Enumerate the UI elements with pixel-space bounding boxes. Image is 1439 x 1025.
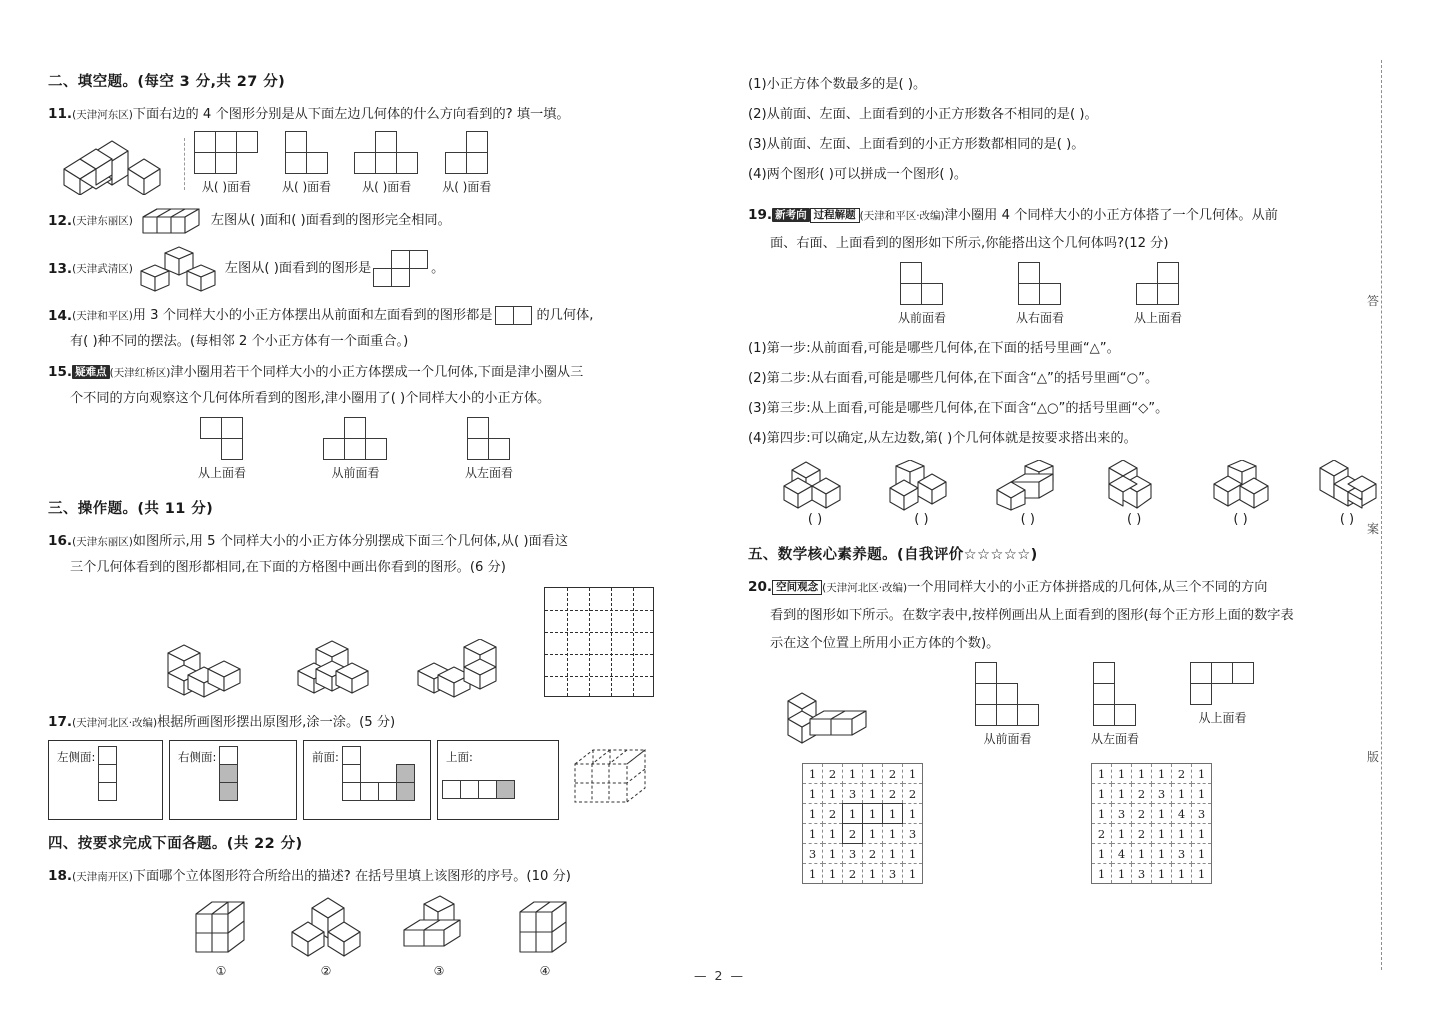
q18-figure-2 bbox=[288, 894, 364, 978]
question-11-body: 下面右边的 4 个图形分别是从下面左边几何体的什么方向看到的? 填一填。 bbox=[132, 107, 570, 122]
q20-view-figures bbox=[976, 663, 1254, 747]
question-12-number: 12. bbox=[48, 213, 73, 229]
table-cell[interactable]: 1 bbox=[1092, 844, 1112, 864]
table-cell[interactable]: 2 bbox=[863, 844, 883, 864]
table-cell[interactable]: 2 bbox=[1092, 824, 1112, 844]
table-cell[interactable]: 1 bbox=[1152, 844, 1172, 864]
question-20-tables bbox=[802, 763, 1388, 884]
q19-choice-1 bbox=[778, 460, 852, 527]
q19-paren-3[interactable]: ( ) bbox=[1020, 512, 1035, 527]
table-cell[interactable]: 1 bbox=[803, 784, 823, 804]
question-19-source: (天津和平区·改编) bbox=[859, 210, 945, 222]
question-14-number: 14. bbox=[48, 308, 73, 324]
q17-box-left[interactable] bbox=[48, 740, 163, 820]
table-cell[interactable]: 2 bbox=[1132, 824, 1152, 844]
question-19-body-a: 津小圈用 4 个同样大小的小正方体搭了一个几何体。从前 bbox=[944, 208, 1278, 223]
question-18-sub-4[interactable]: (4)两个图形( )可以拼成一个图形( )。 bbox=[748, 167, 968, 182]
q19-shape-right bbox=[1019, 263, 1061, 305]
table-cell[interactable]: 2 bbox=[1172, 764, 1192, 784]
question-20-number: 20. bbox=[748, 579, 773, 595]
q15-figure-front bbox=[324, 418, 387, 481]
q18-label-3: ③ bbox=[433, 964, 445, 978]
q20-label-front: 从前面看 bbox=[983, 732, 1032, 746]
q15-label-front: 从前面看 bbox=[331, 466, 380, 480]
question-11-figures bbox=[56, 132, 688, 195]
question-15 bbox=[48, 359, 688, 386]
question-18-figures bbox=[188, 894, 688, 978]
q15-shape-left bbox=[468, 418, 510, 460]
table-cell[interactable]: 3 bbox=[843, 784, 863, 804]
question-19-step-1[interactable]: (1)第一步:从前面看,可能是哪些几何体,在下面的括号里画“△”。 bbox=[748, 341, 1120, 356]
question-17 bbox=[48, 709, 688, 736]
q20-iso-icon bbox=[778, 687, 898, 747]
table-cell[interactable]: 1 bbox=[883, 804, 903, 824]
question-19-number: 19. bbox=[748, 207, 773, 223]
q20-label-left: 从左面看 bbox=[1091, 732, 1140, 746]
question-18-sub-1[interactable]: (1)小正方体个数最多的是( )。 bbox=[748, 77, 927, 92]
q17-label-top: 上面: bbox=[446, 750, 473, 764]
table-cell[interactable]: 1 bbox=[1092, 864, 1112, 884]
table-cell[interactable]: 1 bbox=[1092, 784, 1112, 804]
q16-iso-1-icon bbox=[158, 639, 270, 699]
q19-paren-2[interactable]: ( ) bbox=[914, 512, 929, 527]
table-cell[interactable]: 2 bbox=[883, 784, 903, 804]
table-row bbox=[1092, 764, 1212, 784]
q16-iso-3-icon bbox=[412, 639, 518, 699]
table-row bbox=[1092, 824, 1212, 844]
q17-shape-front bbox=[343, 747, 415, 801]
q20-shape-top bbox=[1191, 663, 1254, 705]
table-row bbox=[803, 864, 923, 884]
table-cell[interactable]: 1 bbox=[883, 824, 903, 844]
q11-solid bbox=[56, 133, 174, 195]
q19-choice-2 bbox=[884, 460, 958, 527]
iso-solid-icon bbox=[56, 133, 174, 195]
q17-label-left: 左侧面: bbox=[57, 750, 96, 764]
question-20-source: (天津河北区·改编) bbox=[822, 582, 908, 594]
q18-iso-3-icon bbox=[398, 894, 480, 960]
table-cell[interactable]: 1 bbox=[1112, 864, 1132, 884]
question-19-body-b: 面、右面、上面看到的图形如下所示,你能搭出这个几何体吗?(12 分) bbox=[770, 236, 1169, 251]
table-cell[interactable]: 1 bbox=[1112, 764, 1132, 784]
question-19-tag-new: 新考向 bbox=[772, 208, 810, 222]
table-cell[interactable]: 2 bbox=[1132, 804, 1152, 824]
table-cell[interactable]: 1 bbox=[1092, 764, 1112, 784]
question-18-sub-2[interactable]: (2)从前面、左面、上面看到的小正方形数各不相同的是( )。 bbox=[748, 107, 1098, 122]
table-cell[interactable]: 1 bbox=[1112, 824, 1132, 844]
q17-shape-top bbox=[443, 781, 515, 799]
q20-number-table-answer[interactable] bbox=[1091, 763, 1212, 884]
q11-figure-4 bbox=[442, 132, 491, 195]
table-cell[interactable]: 1 bbox=[1152, 804, 1172, 824]
table-cell[interactable]: 1 bbox=[1132, 764, 1152, 784]
section-2-heading: 二、填空题。(每空 3 分,共 27 分) bbox=[48, 74, 286, 90]
q15-figure-left bbox=[465, 418, 513, 481]
table-cell[interactable]: 2 bbox=[843, 824, 863, 844]
table-cell[interactable]: 1 bbox=[1192, 844, 1212, 864]
q17-shape-left bbox=[99, 747, 117, 801]
table-cell[interactable]: 1 bbox=[1172, 784, 1192, 804]
q19-iso-6-icon bbox=[1310, 460, 1384, 512]
question-15-figures bbox=[198, 418, 688, 481]
table-cell[interactable]: 3 bbox=[1112, 804, 1132, 824]
q15-shape-front bbox=[324, 418, 387, 460]
question-18 bbox=[48, 863, 688, 890]
table-cell[interactable]: 4 bbox=[1172, 804, 1192, 824]
q19-view-right bbox=[1016, 263, 1064, 326]
question-20-tag: 空间观念 bbox=[772, 580, 822, 595]
table-cell[interactable]: 2 bbox=[823, 764, 843, 784]
q17-box-top[interactable] bbox=[437, 740, 559, 820]
q11-figure-1 bbox=[195, 132, 258, 195]
question-20-body-b: 看到的图形如下所示。在数字表中,按样例画出从上面看到的图形(每个正方形上面的数字表 bbox=[770, 608, 1294, 623]
table-cell[interactable]: 3 bbox=[803, 844, 823, 864]
question-13-end: 。 bbox=[431, 261, 445, 276]
question-15-tag: 疑难点 bbox=[72, 365, 110, 379]
table-cell[interactable]: 2 bbox=[903, 784, 923, 804]
table-row bbox=[1092, 864, 1212, 884]
q15-figure-top bbox=[198, 418, 246, 481]
section-4-heading: 四、按要求完成下面各题。(共 22 分) bbox=[48, 836, 303, 852]
q11-divider bbox=[184, 138, 185, 190]
q11-shape-3 bbox=[355, 132, 418, 174]
table-cell[interactable]: 1 bbox=[903, 764, 923, 784]
question-12 bbox=[48, 203, 688, 239]
table-cell[interactable]: 1 bbox=[843, 764, 863, 784]
question-17-boxes bbox=[48, 740, 688, 820]
q13-solid-icon bbox=[135, 245, 223, 293]
question-18-body: 下面哪个立体图形符合所给出的描述? 在括号里填上该图形的序号。(10 分) bbox=[132, 869, 571, 884]
table-row bbox=[803, 784, 923, 804]
table-cell[interactable]: 1 bbox=[903, 804, 923, 824]
q20-view-front bbox=[976, 663, 1039, 747]
q20-solid bbox=[778, 687, 898, 747]
table-row bbox=[803, 824, 923, 844]
table-cell[interactable]: 1 bbox=[1092, 804, 1112, 824]
q19-paren-4[interactable]: ( ) bbox=[1127, 512, 1142, 527]
table-row bbox=[1092, 844, 1212, 864]
table-cell[interactable]: 1 bbox=[863, 764, 883, 784]
q18-figure-1 bbox=[188, 894, 254, 978]
q11-shape-2 bbox=[286, 132, 328, 174]
q19-paren-6[interactable]: ( ) bbox=[1339, 512, 1355, 527]
q16-solid-2 bbox=[288, 639, 394, 699]
q17-label-right: 右侧面: bbox=[178, 750, 217, 764]
question-14-body-a: 用 3 个同样大小的小正方体摆出从前面和左面看到的图形都是 bbox=[132, 308, 493, 323]
q19-label-top: 从上面看 bbox=[1134, 311, 1183, 325]
q19-iso-3-icon bbox=[991, 460, 1065, 512]
q17-box-front[interactable] bbox=[303, 740, 431, 820]
question-13-source: (天津武清区) bbox=[72, 263, 133, 275]
q16-solid-3 bbox=[412, 639, 518, 699]
table-cell[interactable]: 3 bbox=[903, 824, 923, 844]
q19-shape-front bbox=[901, 263, 943, 305]
table-cell[interactable]: 3 bbox=[1132, 864, 1152, 884]
question-14-body-b: 的几何体, bbox=[536, 308, 594, 323]
table-cell[interactable]: 1 bbox=[908, 866, 917, 881]
table-cell[interactable]: 2 bbox=[883, 764, 903, 784]
q19-choice-6 bbox=[1310, 460, 1384, 527]
table-cell[interactable]: 1 bbox=[1172, 824, 1192, 844]
q20-view-top bbox=[1191, 663, 1254, 747]
question-15-source: (天津红桥区) bbox=[109, 367, 171, 379]
question-11-source: (天津河东区) bbox=[72, 109, 133, 121]
table-row bbox=[803, 764, 923, 784]
q20-shape-left bbox=[1094, 663, 1136, 726]
q11-answer-1[interactable]: 从( )面看 bbox=[201, 180, 252, 194]
q11-figure-3 bbox=[355, 132, 418, 195]
q18-figure-4 bbox=[514, 894, 576, 978]
q15-label-left: 从左面看 bbox=[465, 466, 514, 480]
q19-iso-2-icon bbox=[884, 460, 958, 512]
question-15-number: 15. bbox=[48, 364, 73, 380]
q19-choice-4 bbox=[1097, 460, 1171, 527]
question-13-body: 左图从( )面看到的图形是 bbox=[224, 261, 372, 276]
table-cell[interactable]: 3 bbox=[843, 844, 863, 864]
q18-iso-4-icon bbox=[514, 894, 576, 960]
table-cell[interactable]: 1 bbox=[1132, 844, 1152, 864]
binding-dashed-line bbox=[1381, 60, 1382, 970]
q16-iso-2-icon bbox=[288, 639, 394, 699]
table-row bbox=[1092, 784, 1212, 804]
q18-iso-2-icon bbox=[288, 894, 364, 960]
question-12-body: 左图从( )面和( )面看到的图形完全相同。 bbox=[210, 213, 451, 228]
question-19-choices bbox=[778, 460, 1384, 527]
q19-label-front: 从前面看 bbox=[898, 311, 947, 325]
q18-label-1: ① bbox=[215, 964, 227, 978]
q11-figure-2 bbox=[282, 132, 331, 195]
question-11-text bbox=[48, 101, 688, 128]
question-18-source: (天津南开区) bbox=[72, 871, 133, 883]
table-cell[interactable]: 1 bbox=[1152, 764, 1172, 784]
table-cell[interactable]: 1 bbox=[803, 824, 823, 844]
q15-label-top: 从上面看 bbox=[198, 466, 247, 480]
q17-dashed-cube-icon bbox=[569, 742, 659, 820]
table-cell[interactable]: 3 bbox=[1172, 844, 1192, 864]
table-cell[interactable]: 1 bbox=[803, 864, 823, 884]
question-16-body-b: 三个几何体看到的图形都相同,在下面的方格图中画出你看到的图形。(6 分) bbox=[70, 560, 506, 575]
question-19-step-4[interactable]: (4)第四步:可以确定,从左边数,第( )个几何体就是按要求搭出来的。 bbox=[748, 431, 1137, 446]
question-19 bbox=[748, 202, 1388, 229]
question-17-body: 根据所画图形摆出原图形,涂一涂。(5 分) bbox=[157, 715, 396, 730]
q20-number-table-example[interactable] bbox=[802, 763, 923, 884]
binding-char-2: 案 bbox=[1366, 522, 1379, 536]
q20-label-top: 从上面看 bbox=[1198, 711, 1247, 725]
right-column bbox=[748, 70, 1388, 884]
q19-iso-1-icon bbox=[778, 460, 852, 512]
question-17-source: (天津河北区·改编) bbox=[72, 717, 158, 729]
q19-label-right: 从右面看 bbox=[1016, 311, 1065, 325]
q17-box-right[interactable] bbox=[169, 740, 297, 820]
table-cell[interactable]: 1 bbox=[863, 824, 883, 844]
question-11-number: 11. bbox=[48, 106, 73, 122]
question-12-source: (天津东丽区) bbox=[72, 215, 133, 227]
question-18-number: 18. bbox=[48, 868, 73, 884]
question-20-views bbox=[778, 663, 1388, 747]
question-16-source: (天津东丽区) bbox=[72, 536, 133, 548]
table-cell[interactable]: 1 bbox=[803, 804, 823, 824]
q16-answer-grid[interactable] bbox=[544, 587, 654, 697]
q19-paren-1[interactable]: ( ) bbox=[807, 512, 823, 527]
table-cell[interactable]: 1 bbox=[1192, 784, 1212, 804]
left-column bbox=[48, 70, 688, 978]
table-cell[interactable]: 1 bbox=[863, 784, 883, 804]
q20-shape-front bbox=[976, 663, 1039, 726]
table-cell[interactable]: 3 bbox=[883, 864, 903, 884]
table-cell[interactable]: 1 bbox=[1192, 824, 1212, 844]
q11-shape-1 bbox=[195, 132, 258, 174]
table-row bbox=[803, 844, 923, 864]
q11-shape-4 bbox=[446, 132, 488, 174]
question-20 bbox=[748, 574, 1388, 601]
table-cell[interactable]: 1 bbox=[823, 864, 843, 884]
q17-label-front: 前面: bbox=[312, 750, 339, 764]
table-cell[interactable]: 1 bbox=[883, 844, 903, 864]
table-cell[interactable]: 1 bbox=[1152, 864, 1172, 884]
table-cell[interactable]: 1 bbox=[1152, 824, 1172, 844]
table-cell[interactable]: 1 bbox=[863, 864, 883, 884]
table-cell[interactable]: 1 bbox=[823, 844, 843, 864]
table-row bbox=[1092, 804, 1212, 824]
table-cell[interactable]: 2 bbox=[843, 864, 863, 884]
binding-char-1: 答 bbox=[1366, 294, 1379, 308]
q11-answer-4[interactable]: 从( )面看 bbox=[442, 180, 492, 194]
q18-label-2: ② bbox=[320, 964, 332, 978]
question-19-tag-process: 过程解题 bbox=[810, 208, 860, 223]
q12-solid-icon bbox=[137, 203, 207, 239]
question-16-number: 16. bbox=[48, 533, 73, 549]
table-cell[interactable]: 1 bbox=[863, 804, 883, 824]
table-cell[interactable]: 3 bbox=[1152, 784, 1172, 804]
q19-choice-3 bbox=[991, 460, 1065, 527]
question-15-body-b: 个不同的方向观察这个几何体所看到的图形,津小圈用了( )个同样大小的小正方体。 bbox=[70, 391, 551, 406]
q18-figure-3 bbox=[398, 894, 480, 978]
page-number: — 2 — bbox=[694, 968, 745, 983]
q19-iso-4-icon bbox=[1097, 460, 1171, 512]
q11-answer-2[interactable]: 从( )面看 bbox=[282, 180, 332, 194]
question-20-body-a: 一个用同样大小的小正方体拼搭成的几何体,从三个不同的方向 bbox=[907, 580, 1268, 595]
table-cell[interactable]: 1 bbox=[1172, 864, 1192, 884]
question-15-body-a: 津小圈用若干个同样大小的小正方体摆成一个几何体,下面是津小圈从三 bbox=[170, 365, 584, 380]
q18-iso-1-icon bbox=[188, 894, 254, 960]
question-19-step-3[interactable]: (3)第三步:从上面看,可能是哪些几何体,在下面含“△○”的括号里画“◇”。 bbox=[748, 401, 1169, 416]
table-cell[interactable]: 1 bbox=[1197, 866, 1206, 881]
q19-view-top bbox=[1134, 263, 1182, 326]
q14-shape bbox=[496, 307, 532, 325]
question-16 bbox=[48, 528, 688, 555]
question-16-figures bbox=[48, 587, 688, 699]
q19-choice-5 bbox=[1204, 460, 1278, 527]
question-20-body-c: 示在这个位置上所用小正方体的个数)。 bbox=[770, 636, 1000, 651]
question-14-body-c: 有( )种不同的摆法。(每相邻 2 个小正方体有一个面重合。) bbox=[70, 334, 409, 349]
q16-solid-1 bbox=[158, 639, 270, 699]
q20-view-left bbox=[1091, 663, 1139, 747]
table-cell[interactable]: 1 bbox=[823, 824, 843, 844]
question-13-number: 13. bbox=[48, 261, 73, 277]
q19-paren-5[interactable]: ( ) bbox=[1233, 512, 1248, 527]
question-13 bbox=[48, 245, 688, 293]
q19-shape-top bbox=[1137, 263, 1179, 305]
q11-answer-3[interactable]: 从( )面看 bbox=[362, 180, 412, 194]
question-19-views bbox=[898, 263, 1388, 326]
q17-shape-right bbox=[220, 747, 238, 801]
q13-shape bbox=[374, 251, 428, 287]
table-cell[interactable]: 1 bbox=[1112, 784, 1132, 804]
table-cell[interactable]: 1 bbox=[1192, 764, 1212, 784]
binding-char-3: 版 bbox=[1366, 750, 1379, 764]
table-cell[interactable]: 2 bbox=[823, 804, 843, 824]
table-row bbox=[803, 804, 923, 824]
question-17-number: 17. bbox=[48, 714, 73, 730]
question-19-step-2[interactable]: (2)第二步:从右面看,可能是哪些几何体,在下面含“△”的括号里画“○”。 bbox=[748, 371, 1159, 386]
table-cell[interactable]: 3 bbox=[1192, 804, 1212, 824]
q15-shape-top bbox=[201, 418, 243, 460]
section-5-heading: 五、数学核心素养题。(自我评价☆☆☆☆☆) bbox=[748, 547, 1038, 563]
question-16-body-a: 如图所示,用 5 个同样大小的小正方体分别摆成下面三个几何体,从( )面看这 bbox=[132, 534, 569, 549]
question-14-source: (天津和平区) bbox=[72, 310, 133, 322]
table-cell[interactable]: 1 bbox=[843, 804, 863, 824]
question-18-sub-3[interactable]: (3)从前面、左面、上面看到的小正方形数都相同的是( )。 bbox=[748, 137, 1085, 152]
table-cell[interactable]: 2 bbox=[1132, 784, 1152, 804]
q19-iso-5-icon bbox=[1204, 460, 1278, 512]
table-cell[interactable]: 4 bbox=[1112, 844, 1132, 864]
table-cell[interactable]: 1 bbox=[803, 764, 823, 784]
table-cell[interactable]: 1 bbox=[823, 784, 843, 804]
q19-view-front bbox=[898, 263, 946, 326]
table-cell[interactable]: 1 bbox=[903, 844, 923, 864]
q18-label-4: ④ bbox=[539, 964, 551, 978]
question-14 bbox=[48, 303, 688, 329]
section-3-heading: 三、操作题。(共 11 分) bbox=[48, 501, 214, 517]
